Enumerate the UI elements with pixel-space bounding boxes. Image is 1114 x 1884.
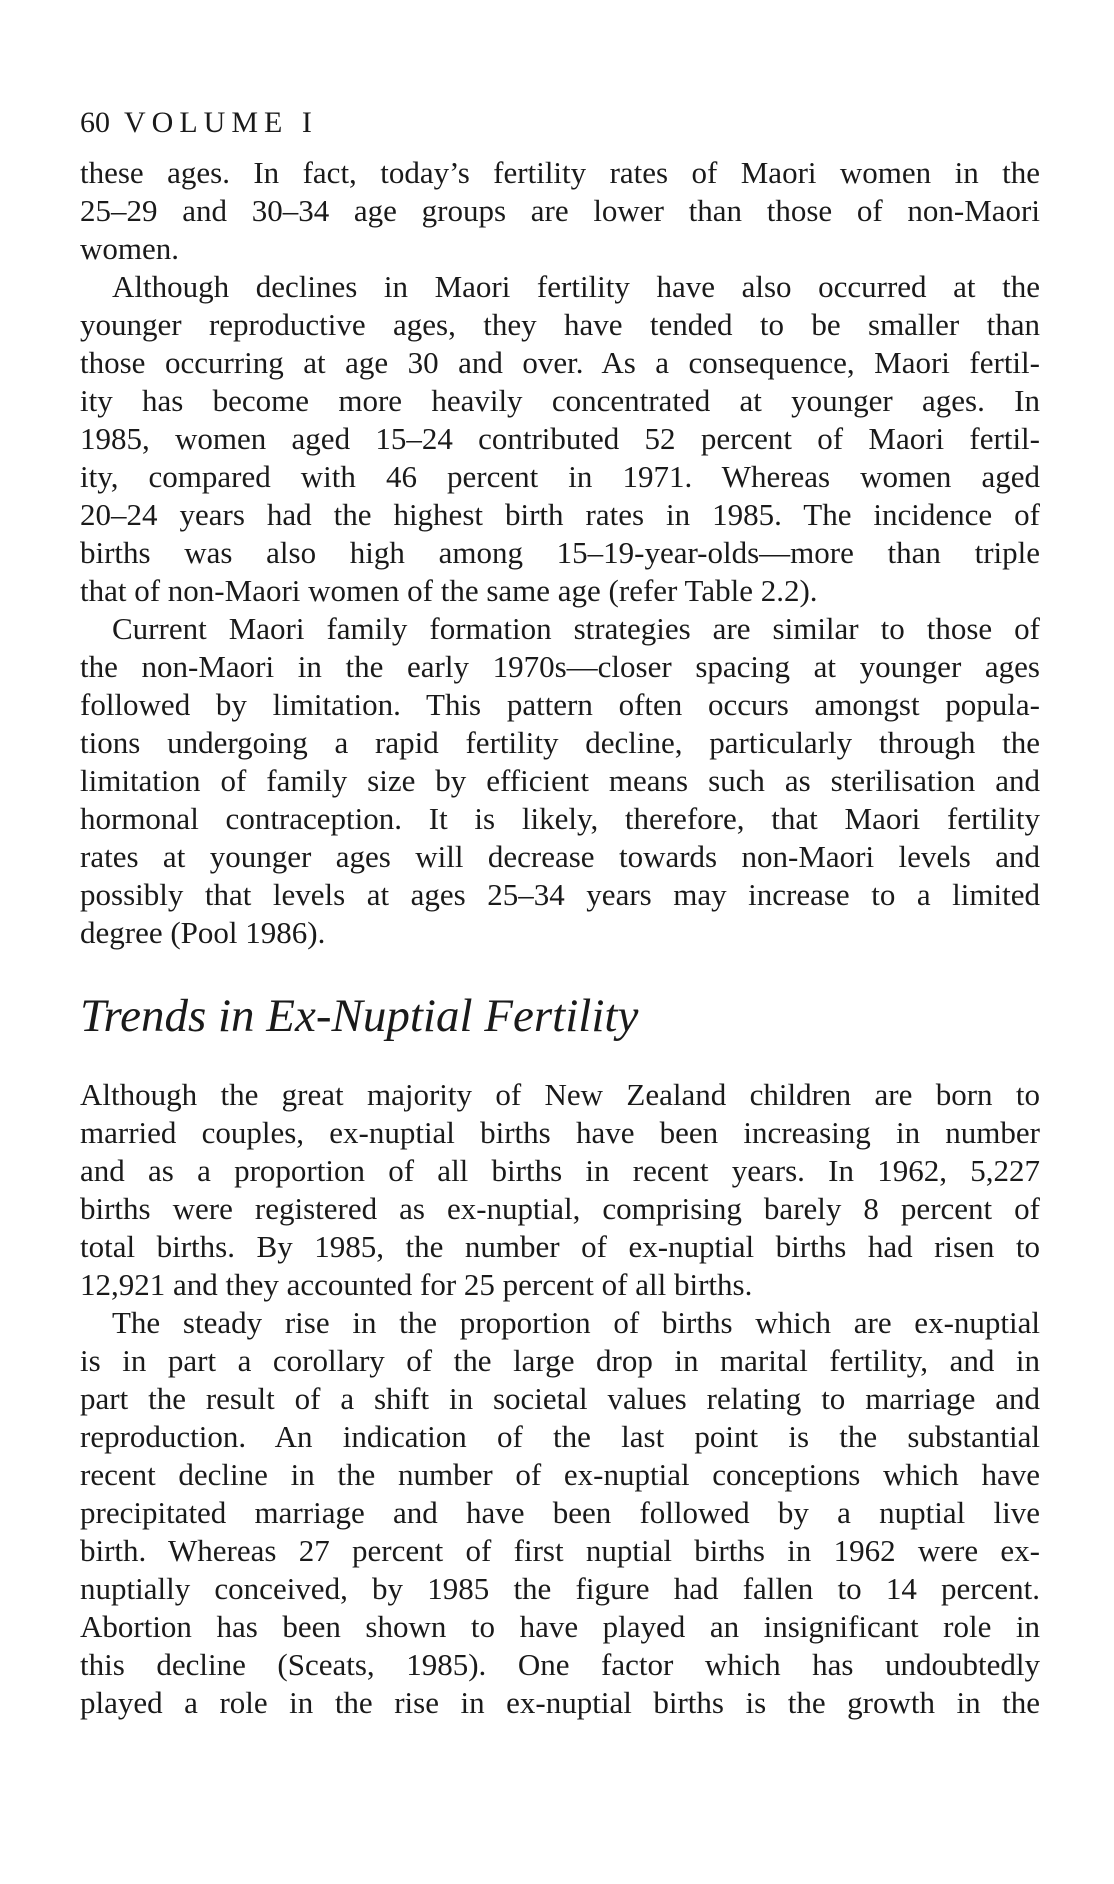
text-line: that of non-Maori women of the same age (refer Table 2.2). <box>80 573 818 608</box>
text-line: part the result of a shift in societal values relating to marriage and <box>80 1381 1040 1416</box>
text-line: these ages. In fact, today’s fertility rates of Maori women in the <box>80 155 1040 190</box>
text-line: married couples, ex-nuptial births have been increasing in number <box>80 1115 1040 1150</box>
text-line: Current Maori family formation strategies are similar to those of <box>112 611 1040 646</box>
text-line: birth. Whereas 27 percent of first nuptial births in 1962 were ex- <box>80 1533 1040 1568</box>
text-line: recent decline in the number of ex-nuptial conceptions which have <box>80 1457 1040 1492</box>
text-line: 12,921 and they accounted for 25 percent of all births. <box>80 1267 753 1302</box>
text-line: younger reproductive ages, they have tended to be smaller than <box>80 307 1040 342</box>
text-line: 20–24 years had the highest birth rates in 1985. The incidence of <box>80 497 1040 532</box>
text-line: tions undergoing a rapid fertility decline, particularly through the <box>80 725 1040 760</box>
section-heading: Trends in Ex-Nuptial Fertility <box>80 990 639 1042</box>
text-line: women. <box>80 231 180 266</box>
text-line: nuptially conceived, by 1985 the figure had fallen to 14 percent. <box>80 1571 1040 1606</box>
text-line: Abortion has been shown to have played an insignificant role in <box>80 1609 1040 1644</box>
body-text-upper <box>80 154 1040 952</box>
text-line: limitation of family size by efficient means such as sterilisation and <box>80 763 1040 798</box>
text-line: degree (Pool 1986). <box>80 915 326 950</box>
text-line: is in part a corollary of the large drop in marital fertility, and in <box>80 1343 1040 1378</box>
page-number: 60 <box>80 106 110 139</box>
text-line: possibly that levels at ages 25–34 years may increase to a limited <box>80 877 1040 912</box>
text-line: ity has become more heavily concentrated at younger ages. In <box>80 383 1040 418</box>
text-line: Although declines in Maori fertility have also occurred at the <box>112 269 1040 304</box>
text-line: rates at younger ages will decrease towards non-Maori levels and <box>80 839 1040 874</box>
text-line: 25–29 and 30–34 age groups are lower than those of non-Maori <box>80 193 1040 228</box>
text-line: 1985, women aged 15–24 contributed 52 percent of Maori fertil- <box>80 421 1040 456</box>
body-text-lower <box>80 1076 1040 1722</box>
text-line: ity, compared with 46 percent in 1971. Whereas women aged <box>80 459 1040 494</box>
text-line: those occurring at age 30 and over. As a consequence, Maori fertil- <box>80 345 1040 380</box>
text-line: births was also high among 15–19-year-olds—more than triple <box>80 535 1040 570</box>
text-line: followed by limitation. This pattern often occurs amongst popula- <box>80 687 1040 722</box>
text-line: the non-Maori in the early 1970s—closer spacing at younger ages <box>80 649 1040 684</box>
text-line: played a role in the rise in ex-nuptial births is the growth in the <box>80 1685 1040 1720</box>
text-line: total births. By 1985, the number of ex-nuptial births had risen to <box>80 1229 1040 1264</box>
text-line: hormonal contraception. It is likely, therefore, that Maori fertility <box>80 801 1040 836</box>
running-head <box>80 108 318 138</box>
text-line: reproduction. An indication of the last point is the substantial <box>80 1419 1040 1454</box>
text-line: and as a proportion of all births in recent years. In 1962, 5,227 <box>80 1153 1040 1188</box>
text-line: Although the great majority of New Zealand children are born to <box>80 1077 1040 1112</box>
text-line: The steady rise in the proportion of births which are ex-nuptial <box>112 1305 1040 1340</box>
text-line: births were registered as ex-nuptial, comprising barely 8 percent of <box>80 1191 1040 1226</box>
text-line: this decline (Sceats, 1985). One factor which has undoubtedly <box>80 1647 1040 1682</box>
running-head-title: VOLUME I <box>124 106 318 139</box>
text-line: precipitated marriage and have been followed by a nuptial live <box>80 1495 1040 1530</box>
